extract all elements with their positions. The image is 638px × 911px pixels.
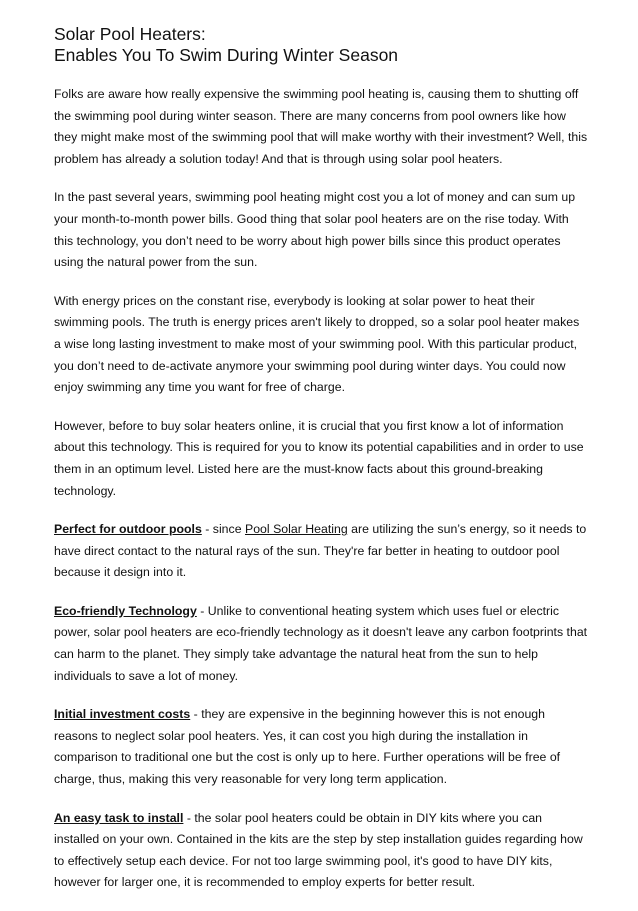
title-line-2: Enables You To Swim During Winter Season <box>54 45 399 65</box>
fact-text: - they are expensive in the beginning however this is not enough reasons to neglect solar pool heaters. Yes, it can cost you high during the installation in comparison to traditional one but the cost is only up to here. Further operations will be free of charge, thus, making this very reasonable for very long term application. <box>54 707 561 787</box>
title-line-1: Solar Pool Heaters: <box>54 24 206 44</box>
paragraph-before-buying: However, before to buy solar heaters online, it is crucial that you first know a lot of information about this technology. This is required for you to know its potential capabilities and in order to use them in an optimum level. Listed here are the must-know facts about this ground-breaking technology. <box>54 418 584 498</box>
document-page <box>54 24 588 911</box>
fact-heading-outdoor-pools: Perfect for outdoor pools <box>54 522 202 537</box>
fact-heading-investment-costs: Initial investment costs <box>54 707 191 722</box>
fact-investment-costs <box>54 704 588 790</box>
fact-heading-easy-install: An easy task to install <box>54 810 184 825</box>
pool-solar-heating-link[interactable]: Pool Solar Heating <box>244 522 348 537</box>
fact-text-post: are utilizing the sun’s energy, so it needs to have direct contact to the natural rays of the sun. They're far better in heating to outdoor pool because it design into it. <box>54 522 587 580</box>
paragraph-energy-prices: With energy prices on the constant rise, everybody is looking at solar power to heat their swimming pools. The truth is energy prices aren't likely to dropped, so a solar pool heater makes a wise long lasting investment to make most of your swimming pool. With this particular product, you don’t need to de-activate anymore your swimming pool during winter days. You could now enjoy swimming any time you want for free of charge. <box>54 293 580 395</box>
fact-easy-install <box>54 808 588 894</box>
fact-text: - Unlike to conventional heating system which uses fuel or electric power, solar pool heaters are eco-friendly technology as it doesn't leave any carbon footprints that can harm to the planet. They simply take advantage the natural heat from the sun to help individuals to save a lot of money. <box>54 603 588 683</box>
page-title <box>54 24 588 66</box>
fact-eco-friendly <box>54 601 588 687</box>
fact-text-pre: - since <box>201 522 245 537</box>
paragraph-intro: Folks are aware how really expensive the swimming pool heating is, causing them to shutting off the swimming pool during winter season. There are many concerns from pool owners like how they might make most of the swimming pool that will make worthy with their investment? Well, this problem has already a solution today! And that is through using solar pool heaters. <box>54 87 588 166</box>
fact-heading-eco-friendly: Eco-friendly Technology <box>54 603 197 618</box>
fact-text: - the solar pool heaters could be obtain in DIY kits where you can installed on your own. Contained in the kits are the step by step installation guides regarding how to effectively setup each device. For not too large swimming pool, it's good to have DIY kits, however for larger one, it is recommended to employ experts for better result. <box>54 810 583 890</box>
fact-outdoor-pools <box>54 519 588 584</box>
paragraph-cost: In the past several years, swimming pool heating might cost you a lot of money and can sum up your month-to-month power bills. Good thing that solar pool heaters are on the rise today. With this technology, you don’t need to be worry about high power bills since this product operates using the natural power from the sun. <box>54 190 576 270</box>
